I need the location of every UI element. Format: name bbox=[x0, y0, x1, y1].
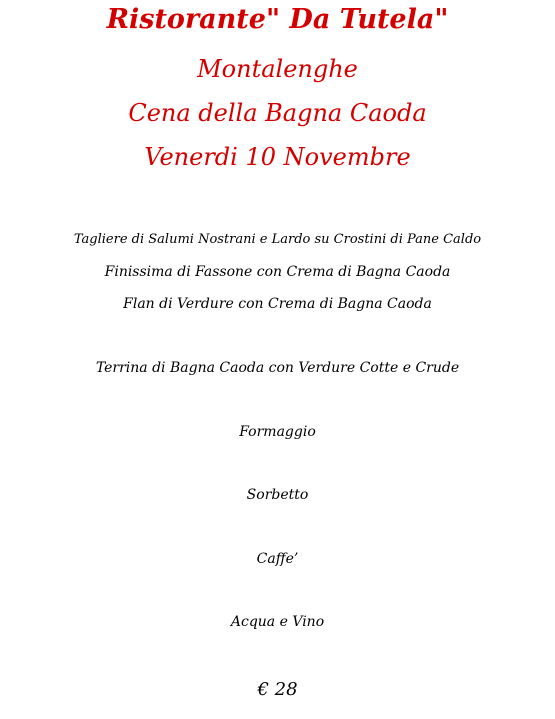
restaurant-name: Ristorante" Da Tutela" bbox=[106, 4, 449, 35]
menu-item-caffe: Caffe’ bbox=[256, 551, 299, 567]
menu-item-flan: Flan di Verdure con Crema di Bagna Caoda bbox=[123, 296, 432, 312]
menu-item-tagliere: Tagliere di Salumi Nostrani e Lardo su Crostini di Pane Caldo bbox=[73, 232, 482, 247]
menu-item-terrina: Terrina di Bagna Caoda con Verdure Cotte e Crude bbox=[95, 360, 460, 376]
menu-item-sorbetto: Sorbetto bbox=[246, 487, 309, 503]
event-date: Venerdi 10 Novembre bbox=[144, 143, 411, 171]
event-name: Cena della Bagna Caoda bbox=[128, 99, 427, 127]
menu-item-formaggio: Formaggio bbox=[239, 424, 316, 440]
menu-price: € 28 bbox=[257, 679, 298, 700]
location: Montalenghe bbox=[197, 55, 358, 83]
menu-item-finissima: Finissima di Fassone con Crema di Bagna Caoda bbox=[104, 264, 451, 280]
menu-item-acqua-vino: Acqua e Vino bbox=[230, 614, 325, 630]
